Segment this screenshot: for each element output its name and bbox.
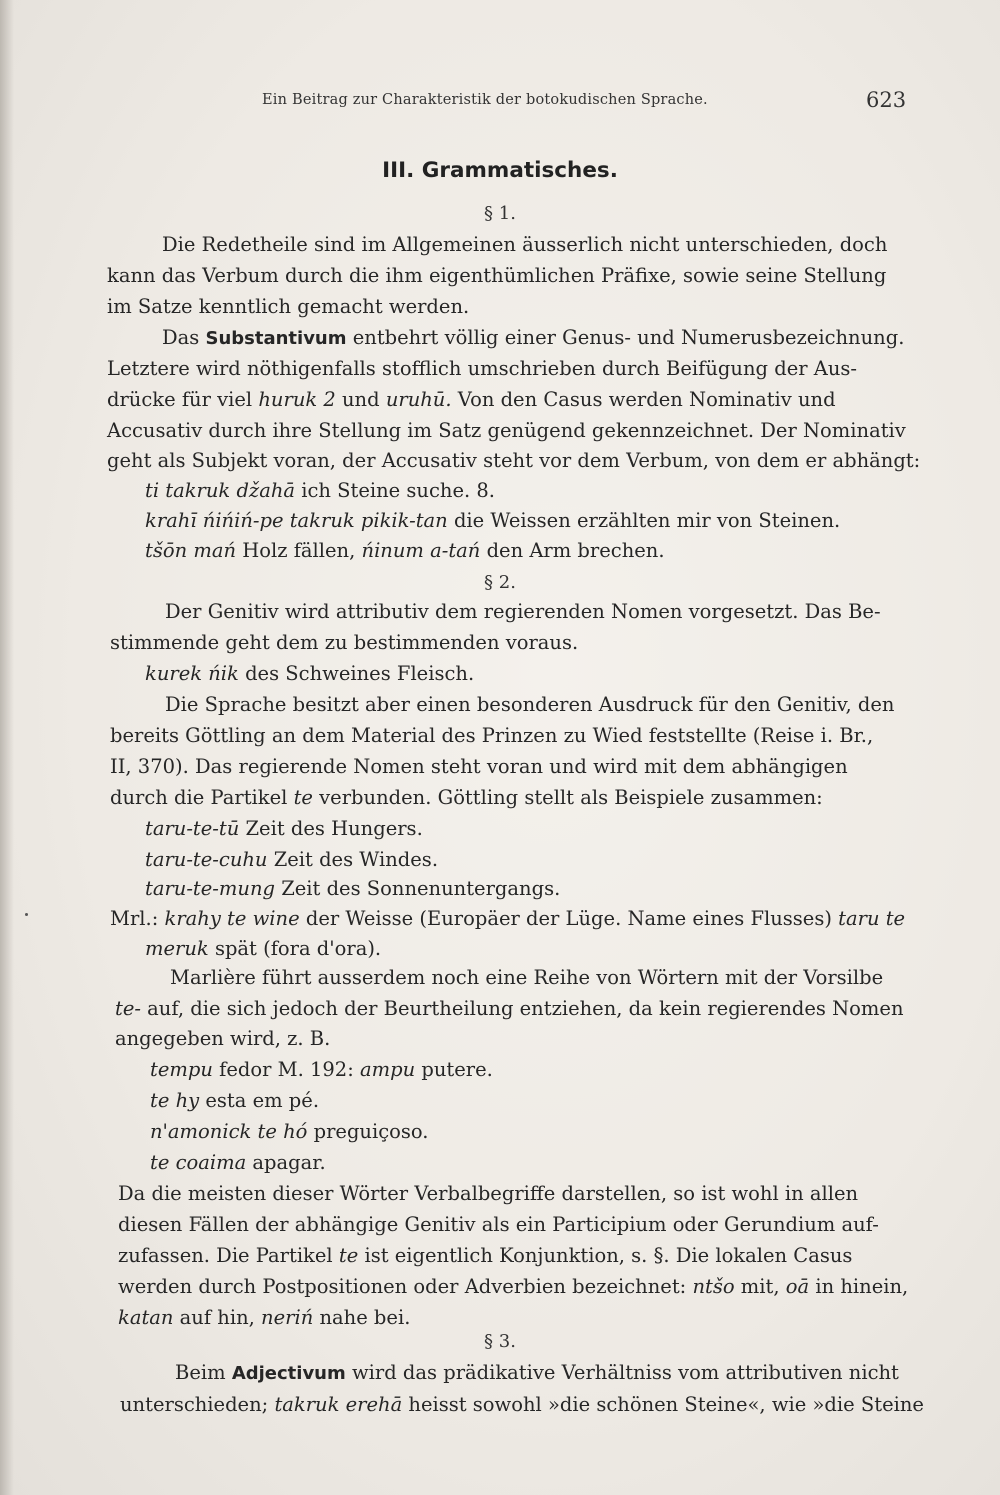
- text-line: Letztere wird nöthigenfalls stofflich umschrieben durch Beifügung der Aus-: [107, 357, 857, 380]
- text-span: durch die Partikel: [110, 786, 288, 809]
- text-span: auf, die sich jedoch der Beurtheilung entziehen, da kein regierendes Nomen: [147, 997, 904, 1020]
- text-span: wird das prädikative Verhältniss vom attributiven nicht: [351, 1361, 899, 1384]
- example-word: katan: [118, 1306, 174, 1329]
- example-word: te-: [115, 997, 141, 1020]
- example-word: te coaima: [150, 1151, 247, 1174]
- text-span: zufassen. Die Partikel: [118, 1244, 333, 1267]
- text-line: [120, 1393, 924, 1417]
- page-speck: [25, 913, 28, 916]
- text-line: geht als Subjekt voran, der Accusativ steht vor dem Verbum, von dem er abhängt:: [107, 449, 921, 472]
- text-span: des Schweines Fleisch.: [245, 662, 475, 685]
- example-word: te hy: [150, 1089, 200, 1112]
- text-span: der Weisse (Europäer der Lüge. Name eines Flusses): [305, 907, 832, 930]
- example-line: [145, 479, 495, 503]
- example-line: [145, 848, 438, 872]
- running-head: Ein Beitrag zur Charakteristik der botokudischen Sprache.: [262, 92, 708, 108]
- text-line: Der Genitiv wird attributiv dem regierenden Nomen vorgesetzt. Das Be-: [165, 600, 881, 623]
- text-span: ist eigentlich Konjunktion, s. §. Die lokalen Casus: [364, 1244, 853, 1267]
- text-line: [107, 388, 836, 412]
- example-line: [150, 1151, 326, 1175]
- text-line: [145, 937, 381, 961]
- example-word: ńinum a-tań: [361, 539, 481, 562]
- example-word: oā: [785, 1275, 810, 1298]
- example-word: uruhū.: [385, 388, 452, 411]
- text-line: [115, 997, 904, 1021]
- text-span: Von den Casus werden Nominativ und: [457, 388, 836, 411]
- text-span: Das: [162, 326, 200, 349]
- text-span: in hinein,: [815, 1275, 909, 1298]
- text-span: nahe bei.: [319, 1306, 411, 1329]
- text-line: [110, 907, 905, 931]
- text-line: [118, 1275, 908, 1299]
- example-word: ntšo: [692, 1275, 735, 1298]
- example-word: taru-te-cuhu: [145, 848, 268, 871]
- text-line: Die Redetheile sind im Allgemeinen äusserlich nicht unterschieden, doch: [162, 233, 888, 256]
- example-word: te: [293, 786, 313, 809]
- example-line: [145, 509, 840, 533]
- text-span: werden durch Postpositionen oder Adverbien bezeichnet:: [118, 1275, 687, 1298]
- text-line: kann das Verbum durch die ihm eigenthümlichen Präfixe, sowie seine Stellung: [107, 264, 887, 287]
- text-line: diesen Fällen der abhängige Genitiv als ein Participium oder Gerundium auf-: [118, 1213, 879, 1236]
- example-word: ti takruk džahā: [145, 479, 296, 502]
- text-line: [110, 786, 823, 810]
- text-line: bereits Göttling an dem Material des Prinzen zu Wied feststellte (Reise i. Br.,: [110, 724, 874, 747]
- page-number: 623: [866, 88, 907, 112]
- text-line: [175, 1361, 899, 1386]
- text-span: unterschieden;: [120, 1393, 269, 1416]
- text-span: und: [342, 388, 380, 411]
- text-span: Zeit des Hungers.: [245, 817, 423, 840]
- text-span: Zeit des Sonnenuntergangs.: [281, 877, 561, 900]
- text-line: [118, 1244, 852, 1268]
- example-word: tempu: [150, 1058, 213, 1081]
- text-span: die Weissen erzählten mir von Steinen.: [453, 509, 841, 532]
- example-word: ampu: [359, 1058, 416, 1081]
- text-span: esta em pé.: [205, 1089, 320, 1112]
- text-span: heisst sowohl »die schönen Steine«, wie »die Steine: [408, 1393, 924, 1416]
- text-span: Mrl.:: [110, 907, 159, 930]
- text-span: apagar.: [252, 1151, 326, 1174]
- example-word: kurek ńik: [145, 662, 239, 685]
- example-line: [145, 817, 423, 841]
- text-span: drücke für viel: [107, 388, 253, 411]
- section-heading-3: § 3.: [484, 1331, 516, 1352]
- example-word: meruk: [145, 937, 209, 960]
- example-word: taru-te-tū: [145, 817, 240, 840]
- example-line: [150, 1058, 493, 1082]
- text-line: Die Sprache besitzt aber einen besonderen Ausdruck für den Genitiv, den: [165, 693, 895, 716]
- text-line: [118, 1306, 410, 1330]
- text-line: [162, 326, 904, 351]
- text-line: II, 370). Das regierende Nomen steht voran und wird mit dem abhängigen: [110, 755, 848, 778]
- example-line: [145, 662, 474, 686]
- example-word: neriń: [261, 1306, 314, 1329]
- text-line: Accusativ durch ihre Stellung im Satz genügend gekennzeichnet. Der Nominativ: [107, 419, 906, 442]
- section-heading-1: § 1.: [484, 203, 516, 224]
- text-span: den Arm brechen.: [486, 539, 665, 562]
- example-word: huruk 2: [258, 388, 336, 411]
- example-word: taru te: [838, 907, 906, 930]
- text-line: Marlière führt ausserdem noch eine Reihe von Wörtern mit der Vorsilbe: [170, 966, 884, 989]
- text-line: im Satze kenntlich gemacht werden.: [107, 295, 470, 318]
- example-word: taru-te-mung: [145, 877, 275, 900]
- example-line: [150, 1089, 319, 1113]
- example-line: [150, 1120, 428, 1144]
- example-word: n'amonick te hó: [150, 1120, 308, 1143]
- text-line: Da die meisten dieser Wörter Verbalbegriffe darstellen, so ist wohl in allen: [118, 1182, 859, 1205]
- example-word: takruk erehā: [274, 1393, 403, 1416]
- text-span: fedor M. 192:: [219, 1058, 354, 1081]
- term-adjectivum: Adjectivum: [231, 1363, 346, 1384]
- example-word: tšōn mań: [145, 539, 237, 562]
- text-span: entbehrt völlig einer Genus- und Numerusbezeichnung.: [352, 326, 905, 349]
- text-span: preguiçoso.: [313, 1120, 429, 1143]
- text-span: Zeit des Windes.: [273, 848, 439, 871]
- text-line: stimmende geht dem zu bestimmenden voraus.: [110, 631, 579, 654]
- text-span: mit,: [740, 1275, 780, 1298]
- text-span: putere.: [421, 1058, 493, 1081]
- text-span: Beim: [175, 1361, 226, 1384]
- text-span: auf hin,: [179, 1306, 255, 1329]
- example-word: krahī ńińiń-pe takruk pikik-tan: [145, 509, 448, 532]
- term-substantivum: Substantivum: [205, 328, 347, 349]
- section-heading-2: § 2.: [484, 572, 516, 593]
- chapter-title: III. Grammatisches.: [382, 158, 618, 183]
- text-span: spät (fora d'ora).: [214, 937, 382, 960]
- example-line: [145, 539, 665, 563]
- example-line: [145, 877, 560, 901]
- binding-gutter-shadow: [0, 0, 14, 1495]
- text-line: angegeben wird, z. B.: [115, 1027, 331, 1050]
- text-span: Holz fällen,: [242, 539, 356, 562]
- example-word: te: [338, 1244, 359, 1267]
- text-span: verbunden. Göttling stellt als Beispiele zusammen:: [319, 786, 823, 809]
- text-span: ich Steine suche. 8.: [301, 479, 495, 502]
- example-word: krahy te wine: [164, 907, 300, 930]
